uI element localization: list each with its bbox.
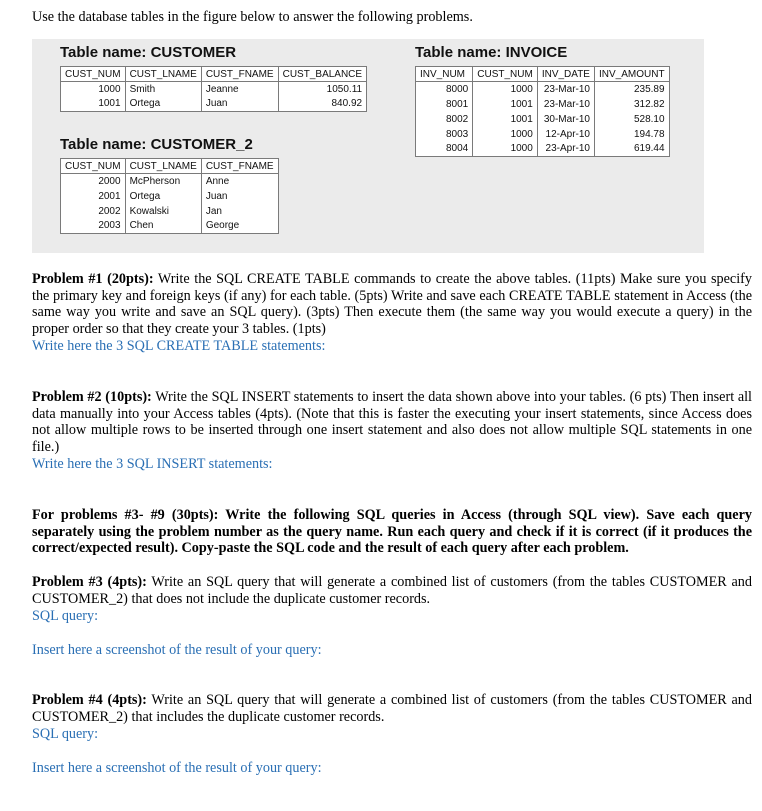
problem-1-body: Write the SQL CREATE TABLE commands to create the above tables. (11pts) Make sure you specify the primary key and foreign keys (if any) for each table. (5pts) Write and save each CREATE TABLE statement in Access (the same way you write and save an SQL query). (3pts) Then execute them (the same way you would execute a query) in the proper order so that they create your 3 tables. (1pts) — [32, 271, 752, 337]
table-cell: Chen — [125, 219, 201, 234]
table-cell: 2000 — [61, 174, 126, 189]
customer-header-cell: CUST_FNAME — [201, 67, 278, 82]
table-cell: 2002 — [61, 204, 126, 219]
table-cell: 8000 — [416, 82, 473, 97]
customer-header-cell: CUST_BALANCE — [278, 67, 366, 82]
invoice-header-cell: INV_NUM — [416, 67, 473, 82]
customer2-table-title: Table name: CUSTOMER_2 — [60, 136, 253, 153]
table-row — [61, 189, 279, 204]
table-cell: 1000 — [473, 142, 538, 157]
table-cell: 1001 — [61, 97, 126, 112]
problem-2-answer-prompt[interactable]: Write here the 3 SQL INSERT statements: — [32, 456, 273, 472]
table-cell: 2003 — [61, 219, 126, 234]
table-cell: Ortega — [125, 189, 201, 204]
table-cell: 12-Apr-10 — [537, 127, 594, 142]
customer2-table — [60, 158, 279, 234]
problem-3-heading: Problem #3 (4pts): — [32, 574, 147, 590]
table-row — [416, 82, 670, 97]
problem-4-text — [32, 692, 752, 725]
table-cell: 23-Mar-10 — [537, 82, 594, 97]
problem-4-heading: Problem #4 (4pts): — [32, 692, 147, 708]
table-cell: 8004 — [416, 142, 473, 157]
problem-3-screenshot-prompt[interactable]: Insert here a screenshot of the result of your query: — [32, 642, 322, 658]
problem-1-heading: Problem #1 (20pts): — [32, 271, 154, 287]
table-cell: 1000 — [473, 82, 538, 97]
customer-header-cell: CUST_LNAME — [125, 67, 201, 82]
table-cell: 1001 — [473, 112, 538, 127]
problem-3-text — [32, 574, 752, 607]
problem-3-sql-prompt[interactable]: SQL query: — [32, 608, 99, 624]
table-cell: 840.92 — [278, 97, 366, 112]
table-cell: Smith — [125, 82, 201, 97]
invoice-header-cell: INV_AMOUNT — [594, 67, 669, 82]
invoice-table-title: Table name: INVOICE — [415, 44, 568, 61]
problem-4-body: Write an SQL query that will generate a combined list of customers (from the tables CUSTOMER and CUSTOMER_2) that includes the duplicate customer records. — [32, 692, 752, 725]
problem-2-text — [32, 389, 752, 455]
table-cell: 8003 — [416, 127, 473, 142]
table-cell: Kowalski — [125, 204, 201, 219]
table-cell: 312.82 — [594, 97, 669, 112]
customer-table-title: Table name: CUSTOMER — [60, 44, 237, 61]
table-cell: Juan — [201, 97, 278, 112]
table-cell: 1000 — [61, 82, 126, 97]
table-row — [61, 174, 279, 189]
customer-header-cell: CUST_NUM — [61, 67, 126, 82]
table-row — [416, 112, 670, 127]
table-cell: 528.10 — [594, 112, 669, 127]
table-cell: 23-Apr-10 — [537, 142, 594, 157]
table-cell: 235.89 — [594, 82, 669, 97]
table-cell: 1001 — [473, 97, 538, 112]
table-cell: 30-Mar-10 — [537, 112, 594, 127]
table-row — [61, 204, 279, 219]
table-cell: Ortega — [125, 97, 201, 112]
problems-3-9-instructions: For problems #3- #9 (30pts): Write the following SQL queries in Access (through SQL view). Save each query separately using the problem number as the query name. Run each query and check if it is correct (if it produces the correct/expected result). Copy-paste the SQL code and the result of each query after each problem. — [32, 507, 752, 556]
table-cell: 2001 — [61, 189, 126, 204]
intro-text: Use the database tables in the figure below to answer the following problems. — [32, 9, 473, 25]
table-cell: 8001 — [416, 97, 473, 112]
table-cell: Jan — [201, 204, 278, 219]
table-cell: Anne — [201, 174, 278, 189]
table-cell: 8002 — [416, 112, 473, 127]
table-cell: George — [201, 219, 278, 234]
table-row — [61, 82, 367, 97]
table-cell: McPherson — [125, 174, 201, 189]
problem-1-text — [32, 271, 752, 337]
table-row — [416, 97, 670, 112]
table-cell: 1050.11 — [278, 82, 366, 97]
table-cell: Jeanne — [201, 82, 278, 97]
customer-table — [60, 66, 367, 112]
invoice-header-cell: CUST_NUM — [473, 67, 538, 82]
problem-1-answer-prompt[interactable]: Write here the 3 SQL CREATE TABLE statements: — [32, 338, 326, 354]
table-cell: 619.44 — [594, 142, 669, 157]
customer2-header-cell: CUST_FNAME — [201, 159, 278, 174]
table-cell: 1000 — [473, 127, 538, 142]
table-row — [416, 142, 670, 157]
problem-2-heading: Problem #2 (10pts): — [32, 389, 152, 405]
problem-2-body: Write the SQL INSERT statements to insert the data shown above into your tables. (6 pts) Then insert all data manually into your Access tables (4pts). (Note that this is faster the executing your insert statements, since Access does not allow multiple rows to be inserted through one insert statement and also does not allow multiple SQL statements in one file.) — [32, 389, 752, 455]
table-row — [416, 127, 670, 142]
invoice-header-cell: INV_DATE — [537, 67, 594, 82]
table-cell: 194.78 — [594, 127, 669, 142]
table-cell: 23-Mar-10 — [537, 97, 594, 112]
invoice-table — [415, 66, 670, 157]
table-row — [61, 219, 279, 234]
customer2-header-cell: CUST_NUM — [61, 159, 126, 174]
problem-3-body: Write an SQL query that will generate a combined list of customers (from the tables CUSTOMER and CUSTOMER_2) that does not include the duplicate customer records. — [32, 574, 752, 607]
database-figure — [32, 39, 704, 253]
problem-4-screenshot-prompt[interactable]: Insert here a screenshot of the result of your query: — [32, 760, 322, 776]
table-cell: Juan — [201, 189, 278, 204]
problem-4-sql-prompt[interactable]: SQL query: — [32, 726, 99, 742]
customer2-header-cell: CUST_LNAME — [125, 159, 201, 174]
table-row — [61, 97, 367, 112]
